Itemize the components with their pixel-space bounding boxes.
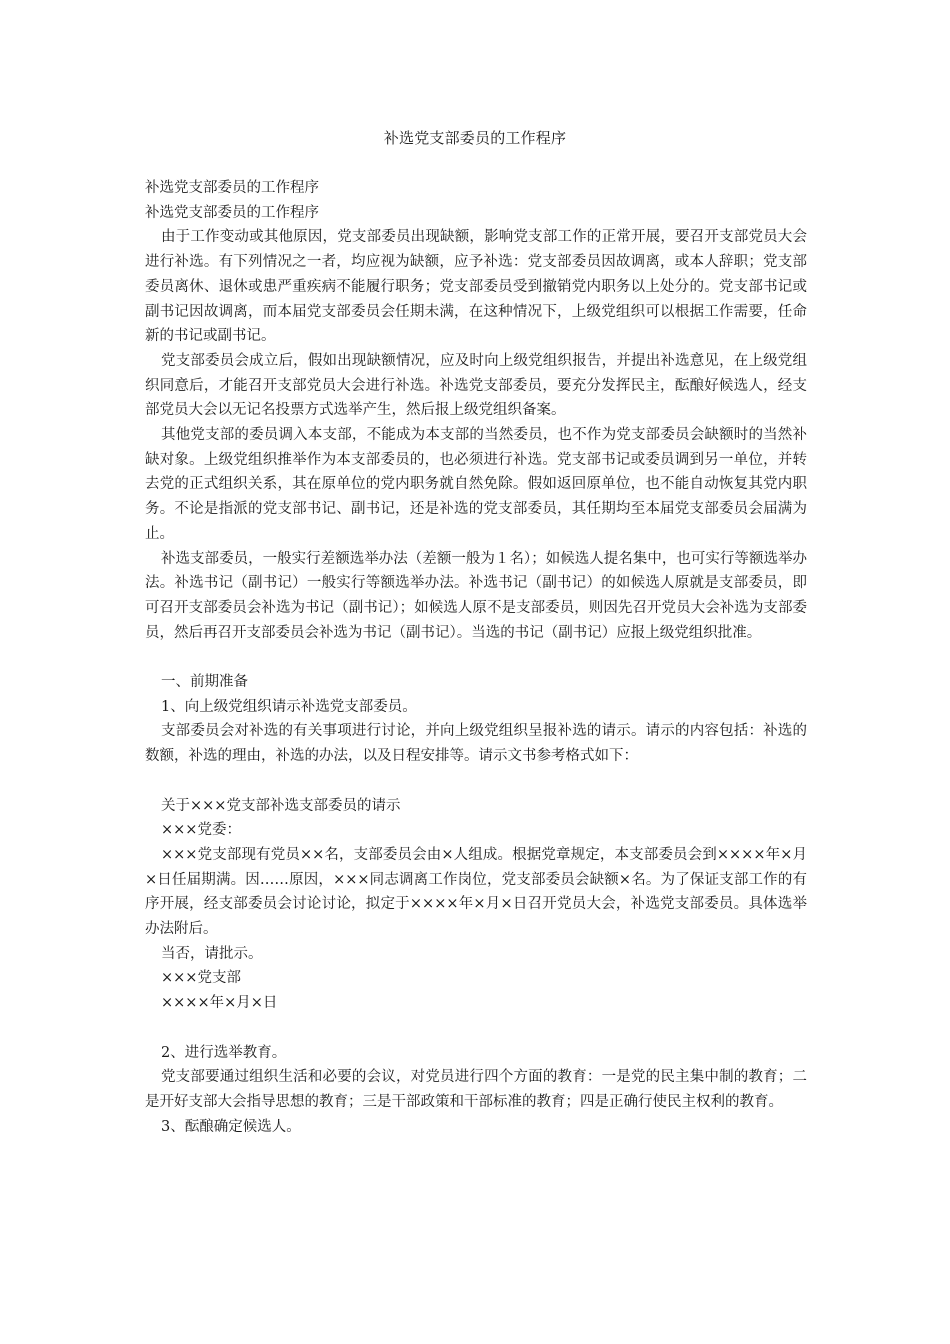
document-body [145,176,807,1139]
request-closing: 当否，请批示。 [161,945,263,962]
body-paragraph: 由于工作变动或其他原因，党支部委员出现缺额，影响党支部工作的正常开展，要召开支部党员大会进行补选。有下列情况之一者，均应视为缺额，应予补选：党支部委员因故调离，或本人辞职；党支部委员离休、退休或患严重疾病不能履行职务；党支部委员受到撤销党内职务以上处分的。党支部书记或副书记因故调离，而本届党支部委员会任期未满，在这种情况下，上级党组织可以根据工作需要，任命新的书记或副书记。 [145,229,807,345]
request-signer: ×××党支部 [161,970,241,987]
request-addressee: ×××党委： [161,822,241,839]
body-paragraph: 其他党支部的委员调入本支部，不能成为本支部的当然委员，也不作为党支部委员会缺额时的当然补缺对象。上级党组织推举作为本支部委员的，也必须进行补选。党支部书记或委员调到另一单位，并转去党的正式组织关系，其在原单位的党内职务就自然免除。假如返回原单位，也不能自动恢复其党内职务。不论是指派的党支部书记、副书记，还是补选的党支部委员，其任期均至本届党支部委员会届满为止。 [145,427,807,542]
spacer [145,769,807,794]
document-title: 补选党支部委员的工作程序 [383,129,567,147]
spacer [145,1016,807,1041]
section-heading: 一、前期准备 [161,674,248,691]
step-heading: 1、向上级党组织请示补选党支部委员。 [161,698,417,715]
request-heading: 关于×××党支部补选支部委员的请示 [161,797,401,814]
spacer [145,645,807,670]
subtitle-line: 补选党支部委员的工作程序 [145,180,319,196]
body-paragraph: 补选支部委员，一般实行差额选举办法（差额一般为１名）；如候选人提名集中，也可实行等额选举办法。补选书记（副书记）一般实行等额选举办法。补选书记（副书记）的如候选人原就是支部委员，即可召开支部委员会补选为书记（副书记）；如候选人原不是支部委员，则因先召开党员大会补选为支部委员，然后再召开支部委员会补选为书记（副书记）。当选的书记（副书记）应报上级党组织批准。 [145,550,807,641]
request-body: ×××党支部现有党员××名，支部委员会由×人组成。根据党章规定，本支部委员会到××××年×月×日任届期满。因……原因，×××同志调离工作岗位，党支部委员会缺额×名。为了保证支部工作的有序开展，经支部委员会讨论讨论，拟定于××××年×月×日召开党员大会，补选党支部委员。具体选举办法附后。 [145,846,807,938]
body-paragraph: 党支部委员会成立后，假如出现缺额情况，应及时向上级党组织报告，并提出补选意见，在上级党组织同意后，才能召开支部党员大会进行补选。补选党支部委员，要充分发挥民主，酝酿好候选人，经支部党员大会以无记名投票方式选举产生，然后报上级党组织备案。 [145,352,807,419]
body-paragraph: 支部委员会对补选的有关事项进行讨论，并向上级党组织呈报补选的请示。请示的内容包括：补选的数额，补选的理由，补选的办法，以及日程安排等。请示文书参考格式如下： [145,723,807,765]
step-heading: 3、酝酿确定候选人。 [161,1118,301,1135]
request-date: ××××年×月×日 [161,995,278,1012]
subtitle-line: 补选党支部委员的工作程序 [145,204,319,221]
step-heading: 2、进行选举教育。 [161,1044,287,1061]
body-paragraph: 党支部要通过组织生活和必要的会议，对党员进行四个方面的教育：一是党的民主集中制的教育；二是开好支部大会指导思想的教育；三是干部政策和干部标准的教育；四是正确行使民主权利的教育。 [145,1069,807,1110]
